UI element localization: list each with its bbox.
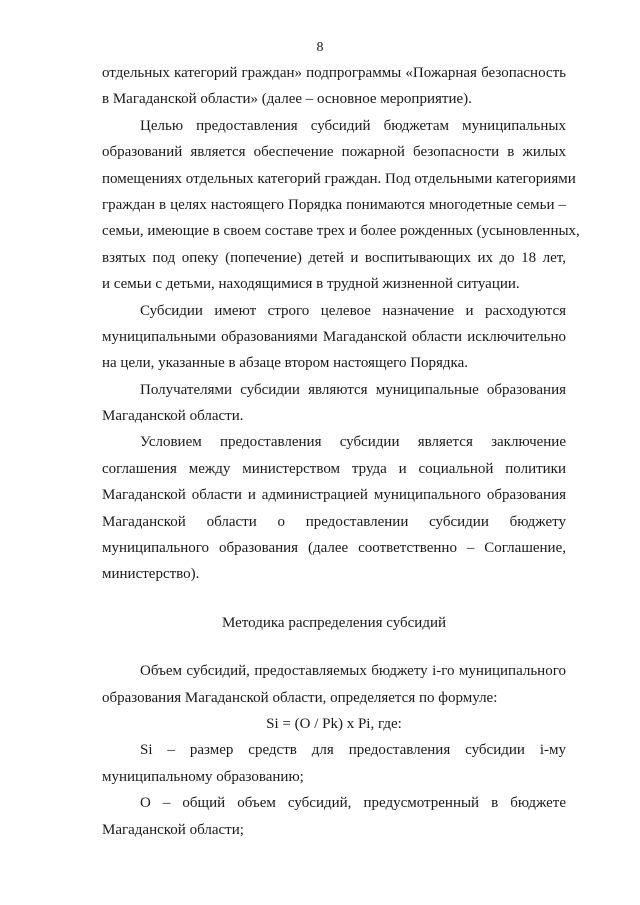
text-line: Целью предоставления субсидий бюджетам муниципальных [140, 117, 566, 134]
text-line: Магаданской области; [102, 821, 244, 838]
text-line: соглашения между министерством труда и социальной политики [102, 460, 566, 477]
page-number: 8 [316, 40, 324, 55]
text-line: муниципальному образованию; [102, 768, 304, 785]
paragraph-recipients [102, 377, 566, 430]
text-line: О – общий объем субсидий, предусмотренный в бюджете [140, 795, 566, 812]
paragraph-si-definition [102, 737, 566, 790]
text-line: взятых под опеку (попечение) детей и воспитывающих их до 18 лет, [102, 249, 566, 266]
text-line: Субсидии имеют строго целевое назначение и расходуются [140, 302, 566, 319]
text-line: Магаданской области о предоставлении субсидии бюджету [102, 513, 566, 530]
text-line: образования Магаданской области, определяется по формуле: [102, 689, 498, 706]
section-heading: Методика распределения субсидий [221, 614, 447, 631]
text-line: помещениях отдельных категорий граждан. Под отдельными категориями [102, 170, 576, 187]
paragraph-volume [102, 658, 566, 711]
text-line: Si – размер средств для предоставления субсидии i-му [140, 742, 566, 759]
text-line: на цели, указанные в абзаце втором настоящего Порядка. [102, 355, 469, 372]
document-body [102, 60, 580, 843]
text-line: в Магаданской области» (далее – основное мероприятие). [102, 91, 472, 108]
text-line: Условием предоставления субсидии является заключение [140, 434, 566, 451]
text-line: и семьи с детьми, находящимися в трудной жизненной ситуации. [102, 276, 520, 293]
text-line: муниципальными образованиями Магаданской области исключительно [102, 328, 566, 345]
paragraph-purpose [102, 113, 580, 298]
spacer [102, 588, 566, 610]
text-line: Объем субсидий, предоставляемых бюджету i-го муниципального [140, 663, 566, 680]
text-line: министерство). [102, 566, 200, 583]
spacer [102, 636, 566, 658]
text-line: образований является обеспечение пожарной безопасности в жилых [102, 144, 566, 161]
paragraph-continuation [102, 60, 566, 113]
text-line: Получателями субсидии являются муниципальные образования [140, 381, 566, 398]
text-line: отдельных категорий граждан» подпрограммы «Пожарная безопасность [102, 65, 566, 81]
text-line: муниципального образования (далее соответственно – Соглашение, [102, 540, 566, 557]
paragraph-condition [102, 429, 566, 587]
text-line: Магаданской области. [102, 408, 244, 425]
paragraph-o-definition [102, 790, 566, 843]
paragraph-targeted-use [102, 298, 566, 377]
text-line: Магаданской области и администрацией муниципального образования [102, 487, 566, 504]
formula: Si = (O / Pk) x Pi, где: [266, 715, 402, 732]
text-line: граждан в целях настоящего Порядка понимаются многодетные семьи – [102, 196, 566, 213]
text-line: семьи, имеющие в своем составе трех и более рожденных (усыновленных, [102, 223, 580, 240]
